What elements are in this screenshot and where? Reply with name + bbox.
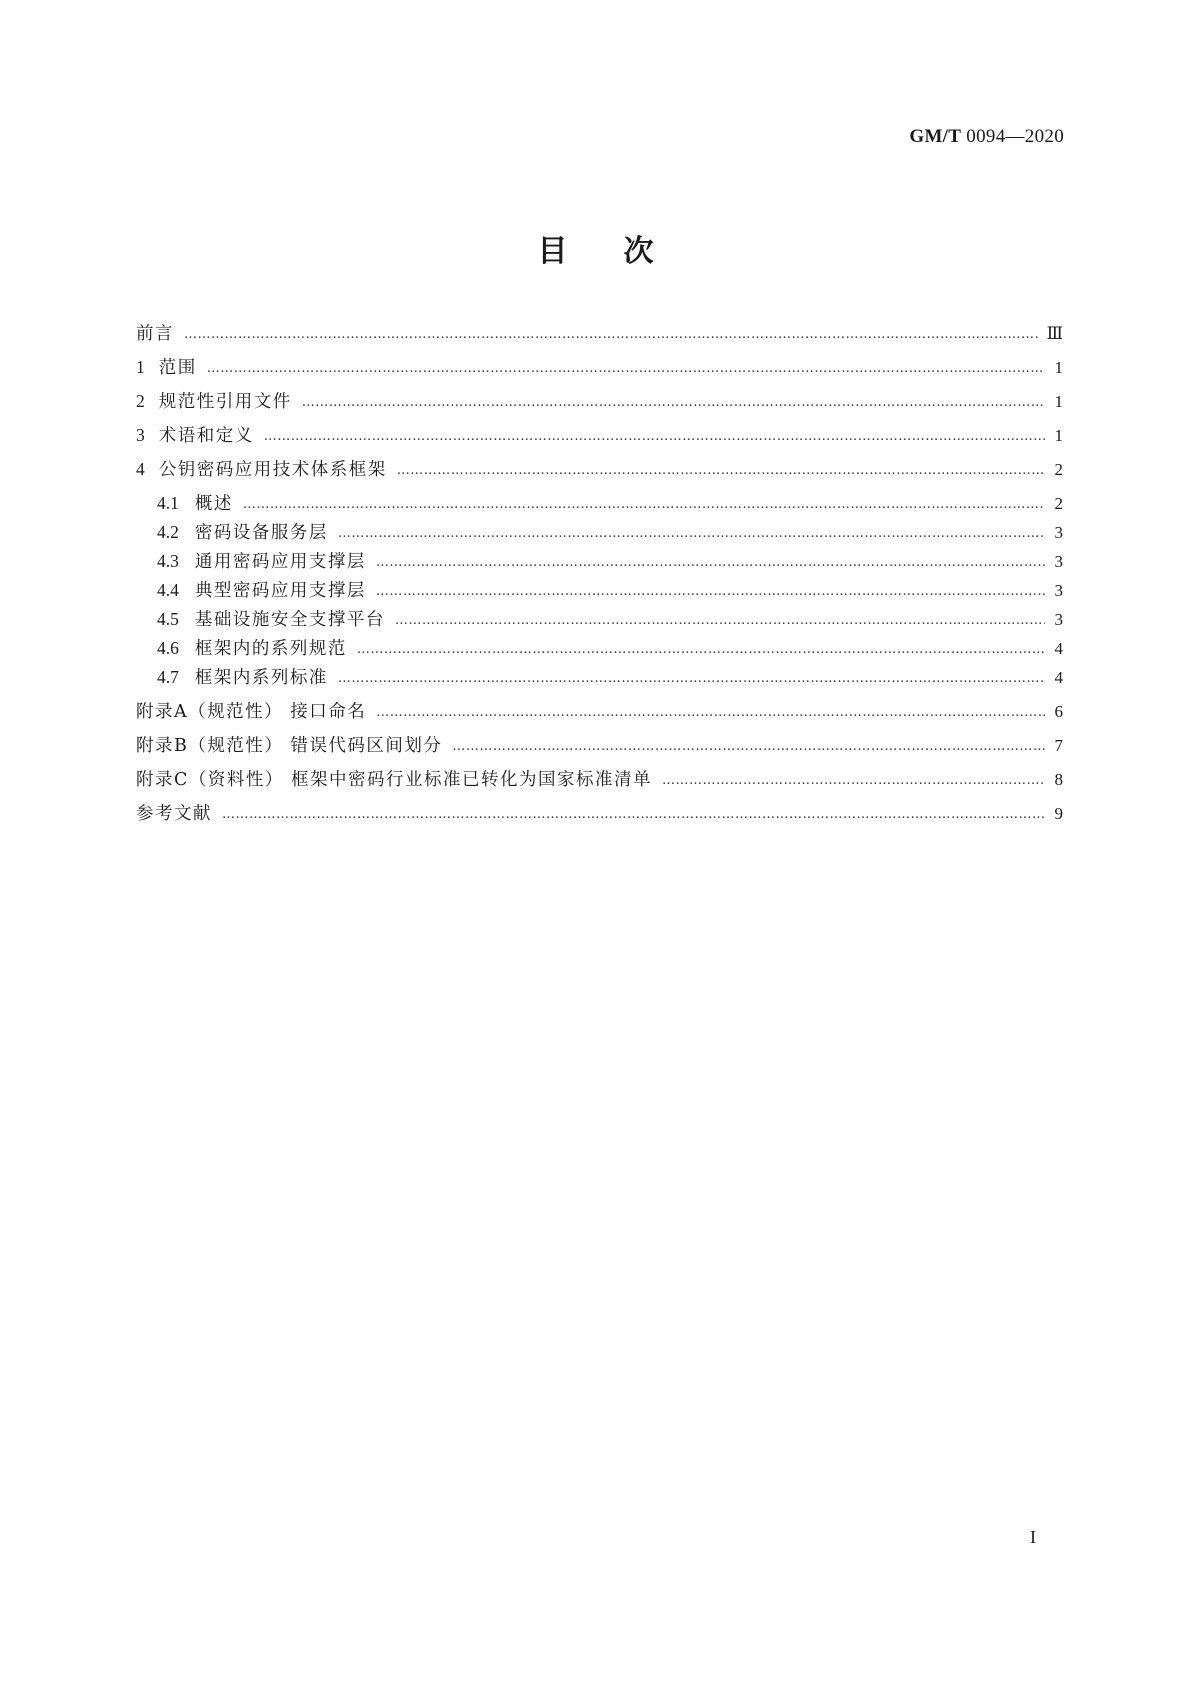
toc-dot-leader: [376, 555, 1045, 570]
toc-dot-leader: [397, 463, 1045, 478]
toc-dot-leader: [376, 705, 1045, 720]
toc-entry-bibliography[interactable]: [136, 800, 1063, 830]
toc-entry-infrastructure-platform[interactable]: [157, 606, 1063, 636]
toc-entry-appendix-b[interactable]: [136, 732, 1063, 762]
toc-entry-number: 3: [136, 425, 145, 445]
toc-entry-number: 4.2: [157, 522, 179, 542]
toc-entry-number: 4.5: [157, 609, 179, 629]
toc-entry-device-service-layer[interactable]: [157, 519, 1063, 549]
toc-dot-leader: [302, 395, 1045, 410]
toc-entry-typical-support-layer[interactable]: [157, 577, 1063, 607]
toc-entry-label: 附录A（规范性） 接口命名: [136, 702, 367, 722]
toc-entry-page: 3: [1054, 523, 1063, 542]
toc-entry-page: 3: [1054, 610, 1063, 629]
toc-dot-leader: [264, 429, 1045, 444]
toc-entry-page: 2: [1054, 460, 1063, 479]
toc-entry-label: 术语和定义: [158, 426, 254, 446]
toc-entry-number: 4.7: [157, 667, 179, 687]
document-code-prefix: GM/T: [909, 126, 962, 147]
toc-entry-page: 1: [1054, 426, 1063, 445]
toc-entry-label: 附录B（规范性） 错误代码区间划分: [136, 736, 443, 756]
toc-entry-label: 框架内的系列规范: [194, 639, 347, 659]
toc-dot-leader: [395, 613, 1045, 628]
page-number: I: [1030, 1527, 1036, 1547]
toc-entry-label: 框架内系列标准: [194, 668, 328, 688]
toc-entry-label: 典型密码应用支撑层: [194, 581, 366, 601]
toc-entry-series-standards[interactable]: [157, 664, 1063, 694]
document-code: [909, 126, 1064, 148]
toc-entry-page: 6: [1054, 702, 1063, 721]
toc-entry-page: 4: [1054, 639, 1063, 658]
toc-dot-leader: [338, 526, 1045, 541]
toc-entry-number: 4.4: [157, 580, 179, 600]
toc-entry-series-specifications[interactable]: [157, 635, 1063, 665]
toc-entry-label: 通用密码应用支撑层: [194, 552, 366, 572]
toc-dot-leader: [243, 497, 1045, 512]
toc-entry-normative-references[interactable]: [136, 388, 1063, 418]
toc-entry-overview[interactable]: [157, 490, 1063, 520]
toc-entry-page: Ⅲ: [1046, 324, 1063, 343]
toc-entry-page: 3: [1054, 552, 1063, 571]
toc-entry-page: 8: [1054, 770, 1063, 789]
toc-entry-label: 前言: [136, 324, 174, 344]
toc-entry-appendix-a[interactable]: [136, 698, 1063, 728]
toc-entry-framework[interactable]: [136, 456, 1063, 486]
toc-entry-number: 4.6: [157, 638, 179, 658]
toc-entry-page: 7: [1054, 736, 1063, 755]
toc-entry-page: 3: [1054, 581, 1063, 600]
toc-entry-page: 9: [1054, 804, 1063, 823]
toc-entry-page: 2: [1054, 494, 1063, 513]
toc-entry-label: 范围: [158, 358, 197, 378]
toc-entry-label: 概述: [194, 494, 233, 514]
toc-entry-number: 1: [136, 357, 145, 377]
toc-entry-page: 1: [1054, 392, 1063, 411]
toc-entry-preface[interactable]: [136, 320, 1063, 350]
page-title: 目次: [537, 234, 710, 269]
toc-entry-number: 4.3: [157, 551, 179, 571]
toc-entry-label: 公钥密码应用技术体系框架: [158, 460, 387, 480]
toc-entry-number: 2: [136, 391, 145, 411]
document-code-number: 0094—2020: [961, 126, 1064, 147]
toc-entry-number: 4.1: [157, 493, 179, 513]
toc-entry-label: 密码设备服务层: [194, 523, 328, 543]
toc-entry-label: 参考文献: [136, 804, 212, 824]
toc-dot-leader: [222, 807, 1045, 822]
toc-entry-label: 附录C（资料性） 框架中密码行业标准已转化为国家标准清单: [136, 770, 652, 790]
toc-dot-leader: [452, 739, 1045, 754]
toc-dot-leader: [662, 773, 1045, 788]
toc-entry-label: 规范性引用文件: [158, 392, 292, 412]
toc-entry-page: 1: [1054, 358, 1063, 377]
toc-dot-leader: [184, 327, 1039, 342]
toc-entry-appendix-c[interactable]: [136, 766, 1063, 796]
toc-entry-terms[interactable]: [136, 422, 1063, 452]
toc-entry-general-support-layer[interactable]: [157, 548, 1063, 578]
toc-dot-leader: [376, 584, 1045, 599]
toc-dot-leader: [357, 642, 1045, 657]
toc-dot-leader: [338, 671, 1045, 686]
toc-entry-page: 4: [1054, 668, 1063, 687]
toc-entry-scope[interactable]: [136, 354, 1063, 384]
toc-dot-leader: [207, 361, 1045, 376]
toc-entry-number: 4: [136, 459, 145, 479]
toc-entry-label: 基础设施安全支撑平台: [194, 610, 385, 630]
